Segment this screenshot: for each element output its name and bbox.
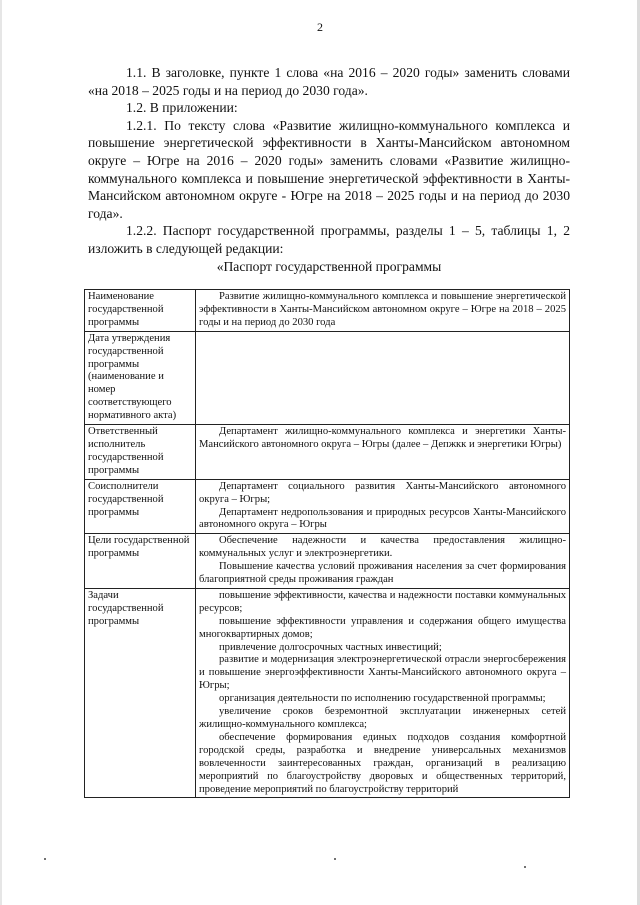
row-value-line: привлечение долгосрочных частных инвестиций; bbox=[219, 641, 442, 653]
row-value-line: развитие и модернизация электроэнергетической отрасли энергосбережения и повышение энергоэффективности Ханты-Мансийского автономного округа – Югры; bbox=[199, 654, 566, 692]
scan-speck bbox=[334, 858, 336, 860]
table-row bbox=[85, 588, 570, 798]
scan-speck bbox=[44, 858, 46, 860]
row-value bbox=[196, 534, 570, 589]
row-label: Соисполнители государственной программы bbox=[85, 479, 196, 534]
row-label: Дата утверждения государственной программы (наименование и номер соответствующего нормативного акта) bbox=[85, 331, 196, 424]
scan-edge-left bbox=[0, 0, 2, 905]
table-row bbox=[85, 479, 570, 534]
paragraph-1-2-2: 1.2.2. Паспорт государственной программы, разделы 1 – 5, таблицы 1, 2 изложить в следующей редакции: bbox=[88, 223, 570, 256]
passport-title: «Паспорт государственной программы bbox=[216, 258, 442, 274]
paragraph-1-2: 1.2. В приложении: bbox=[126, 100, 238, 116]
row-value-line: организация деятельности по исполнению государственной программы; bbox=[219, 693, 546, 705]
table-row bbox=[85, 534, 570, 589]
row-value-line: повышение эффективности, качества и надежности поставки коммунальных ресурсов; bbox=[199, 589, 566, 614]
row-value bbox=[196, 588, 570, 798]
row-value-line: обеспечение формирования единых подходов создания комфортной городской среды, разработка и внедрение универсальных механизмов вовлеченности заинтересованных граждан, организаций в реализацию мероприятий по благоустройству дворовых и общественных территорий, проведение мероприятий по благоустройству территорий bbox=[199, 731, 566, 795]
passport-table bbox=[84, 289, 570, 798]
row-value-line: Обеспечение надежности и качества предоставления жилищно-коммунальных услуг и электроэнергетики. bbox=[199, 535, 566, 560]
row-label: Задачи государственной программы bbox=[85, 588, 196, 798]
document-body bbox=[88, 64, 570, 275]
paragraph-1-1: 1.1. В заголовке, пункте 1 слова «на 2016 – 2020 годы» заменить словами «на 2018 – 2025 годы и на период до 2030 года». bbox=[88, 65, 570, 98]
row-value-line: Развитие жилищно-коммунального комплекса и повышение энергетической эффективности в Ханты-Мансийском автономном округе – Югре на 2018 – 2025 годы и на период до 2030 года bbox=[199, 291, 566, 328]
row-value bbox=[196, 425, 570, 480]
table-row bbox=[85, 425, 570, 480]
row-value-line: Департамент недропользования и природных ресурсов Ханты-Мансийского автономного округа – Югры bbox=[199, 506, 566, 531]
row-value-line: повышение эффективности управления и содержания общего имущества многоквартирных домов; bbox=[199, 615, 566, 640]
row-label: Наименование государственной программы bbox=[85, 290, 196, 332]
row-label: Ответственный исполнитель государственной программы bbox=[85, 425, 196, 480]
page-number: 2 bbox=[317, 20, 323, 34]
row-value bbox=[196, 290, 570, 332]
scan-speck bbox=[524, 866, 526, 868]
row-value bbox=[196, 479, 570, 534]
table-row bbox=[85, 290, 570, 332]
table-row bbox=[85, 331, 570, 424]
row-label: Цели государственной программы bbox=[85, 534, 196, 589]
row-value-line: Департамент социального развития Ханты-Мансийского автономного округа – Югры; bbox=[199, 480, 566, 505]
row-value-line: увеличение сроков безремонтной эксплуатации инженерных сетей жилищно-коммунального комплекса; bbox=[199, 706, 566, 730]
row-value-line: Повышение качества условий проживания населения за счет формирования благоприятной среды проживания граждан bbox=[199, 561, 566, 586]
paragraph-1-2-1: 1.2.1. По тексту слова «Развитие жилищно-коммунального комплекса и повышение энергетической эффективности в Ханты-Мансийском автономном округе – Югре на 2016 – 2020 годы» заменить словами «Развитие жилищно-коммунального комплекса и повышение энергетической эффективности в Ханты-Мансийском автономном округе - Югре на 2018 – 2025 годы и на период до 2030 года». bbox=[88, 117, 570, 221]
row-value-empty bbox=[196, 331, 570, 424]
row-value-line: Департамент жилищно-коммунального комплекса и энергетики Ханты-Мансийского автономного округа – Югры (далее – Депжкк и энергетики Югры) bbox=[199, 426, 566, 450]
